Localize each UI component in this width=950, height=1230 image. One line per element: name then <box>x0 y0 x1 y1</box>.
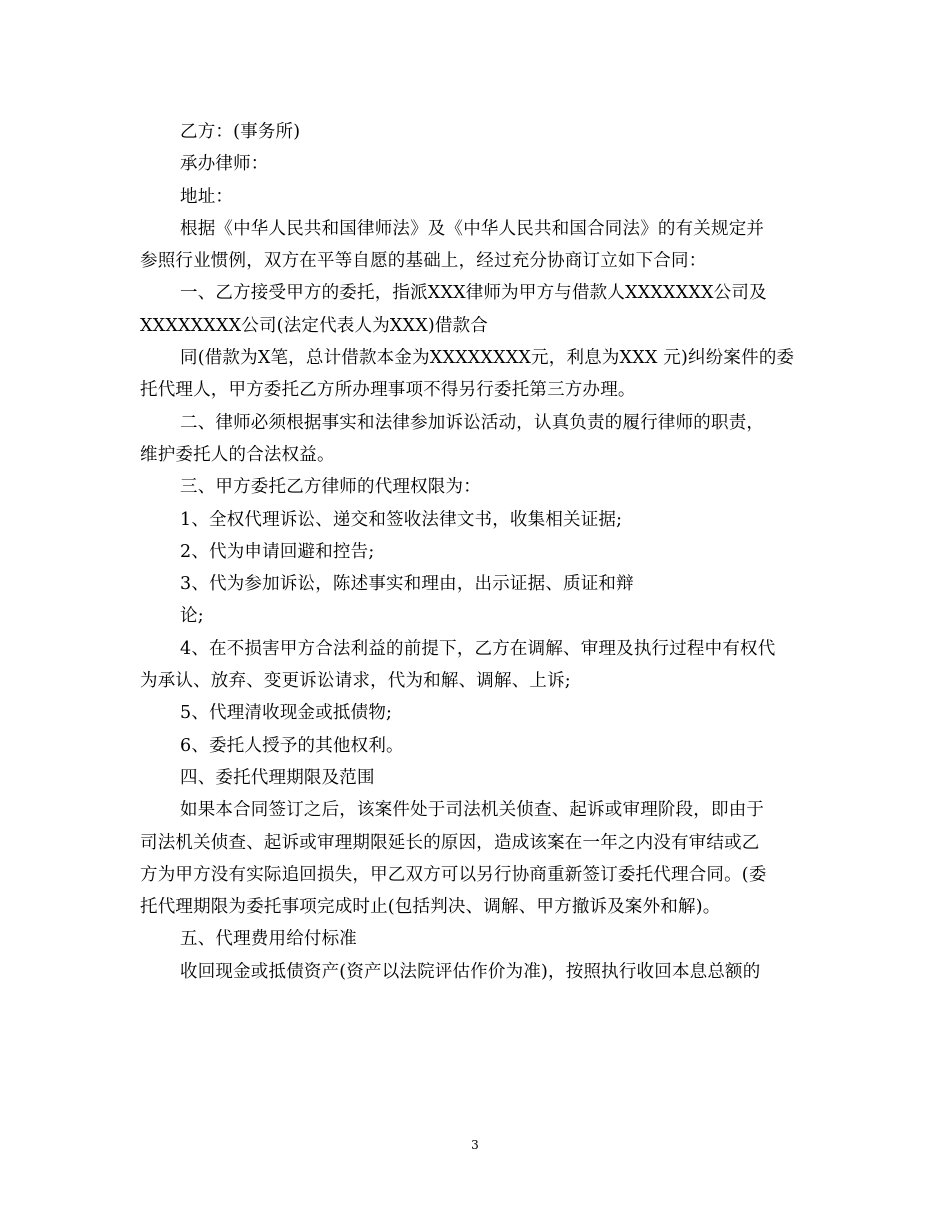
text-line: 托代理期限为委托事项完成时止(包括判决、调解、甲方撤诉及案外和解)。 <box>140 897 721 918</box>
text-line: 四、委托代理期限及范围 <box>180 767 375 788</box>
text-line: XXXXXXXX公司(法定代表人为XXX)借款合 <box>140 315 488 336</box>
text-line: 同(借款为X笔，总计借款本金为XXXXXXXX元，利息为XXX 元)纠纷案件的委 <box>180 348 795 369</box>
text-line: 地址： <box>180 186 234 207</box>
document-body <box>140 116 820 988</box>
text-line: 为承认、放弃、变更诉讼请求，代为和解、调解、上诉; <box>140 671 571 692</box>
text-line: 五、代理费用给付标准 <box>180 929 357 950</box>
text-line: 2、代为申请回避和控告; <box>180 541 375 562</box>
text-line: 司法机关侦查、起诉或审理期限延长的原因，造成该案在一年之内没有审结或乙 <box>140 832 760 853</box>
text-line: 1、全权代理诉讼、递交和签收法律文书，收集相关证据; <box>180 509 623 530</box>
text-line: 乙方：(事务所) <box>180 122 301 142</box>
text-line: 论; <box>180 606 204 627</box>
text-line: 方为甲方没有实际追回损失，甲乙双方可以另行协商重新签订委托代理合同。(委 <box>140 864 767 885</box>
text-line: 5、代理清收现金或抵债物; <box>180 703 393 724</box>
text-line: 3、代为参加诉讼，陈述事实和理由，出示证据、质证和辩 <box>180 574 634 595</box>
text-line: 一、乙方接受甲方的委托，指派XXX律师为甲方与借款人XXXXXXX公司及 <box>180 283 767 304</box>
text-line: 维护委托人的合法权益。 <box>140 444 335 465</box>
page-number: 3 <box>471 1138 479 1152</box>
text-line: 承办律师： <box>180 154 269 175</box>
text-line: 托代理人，甲方委托乙方所办理事项不得另行委托第三方办理。 <box>140 380 636 401</box>
text-line: 4、在不损害甲方合法利益的前提下，乙方在调解、审理及执行过程中有权代 <box>180 638 776 659</box>
text-line: 根据《中华人民共和国律师法》及《中华人民共和国合同法》的有关规定并 <box>180 218 765 239</box>
text-line: 收回现金或抵债资产(资产以法院评估作价为准)，按照执行收回本息总额的 <box>180 961 761 982</box>
text-line: 如果本合同签订之后，该案件处于司法机关侦查、起诉或审理阶段，即由于 <box>180 800 765 821</box>
text-line: 二、律师必须根据事实和法律参加诉讼活动，认真负责的履行律师的职责， <box>180 412 765 433</box>
text-line: 6、委托人授予的其他权利。 <box>180 735 404 756</box>
text-line: 三、甲方委托乙方律师的代理权限为： <box>180 477 481 498</box>
text-line: 参照行业惯例，双方在平等自愿的基础上，经过充分协商订立如下合同： <box>140 251 707 272</box>
